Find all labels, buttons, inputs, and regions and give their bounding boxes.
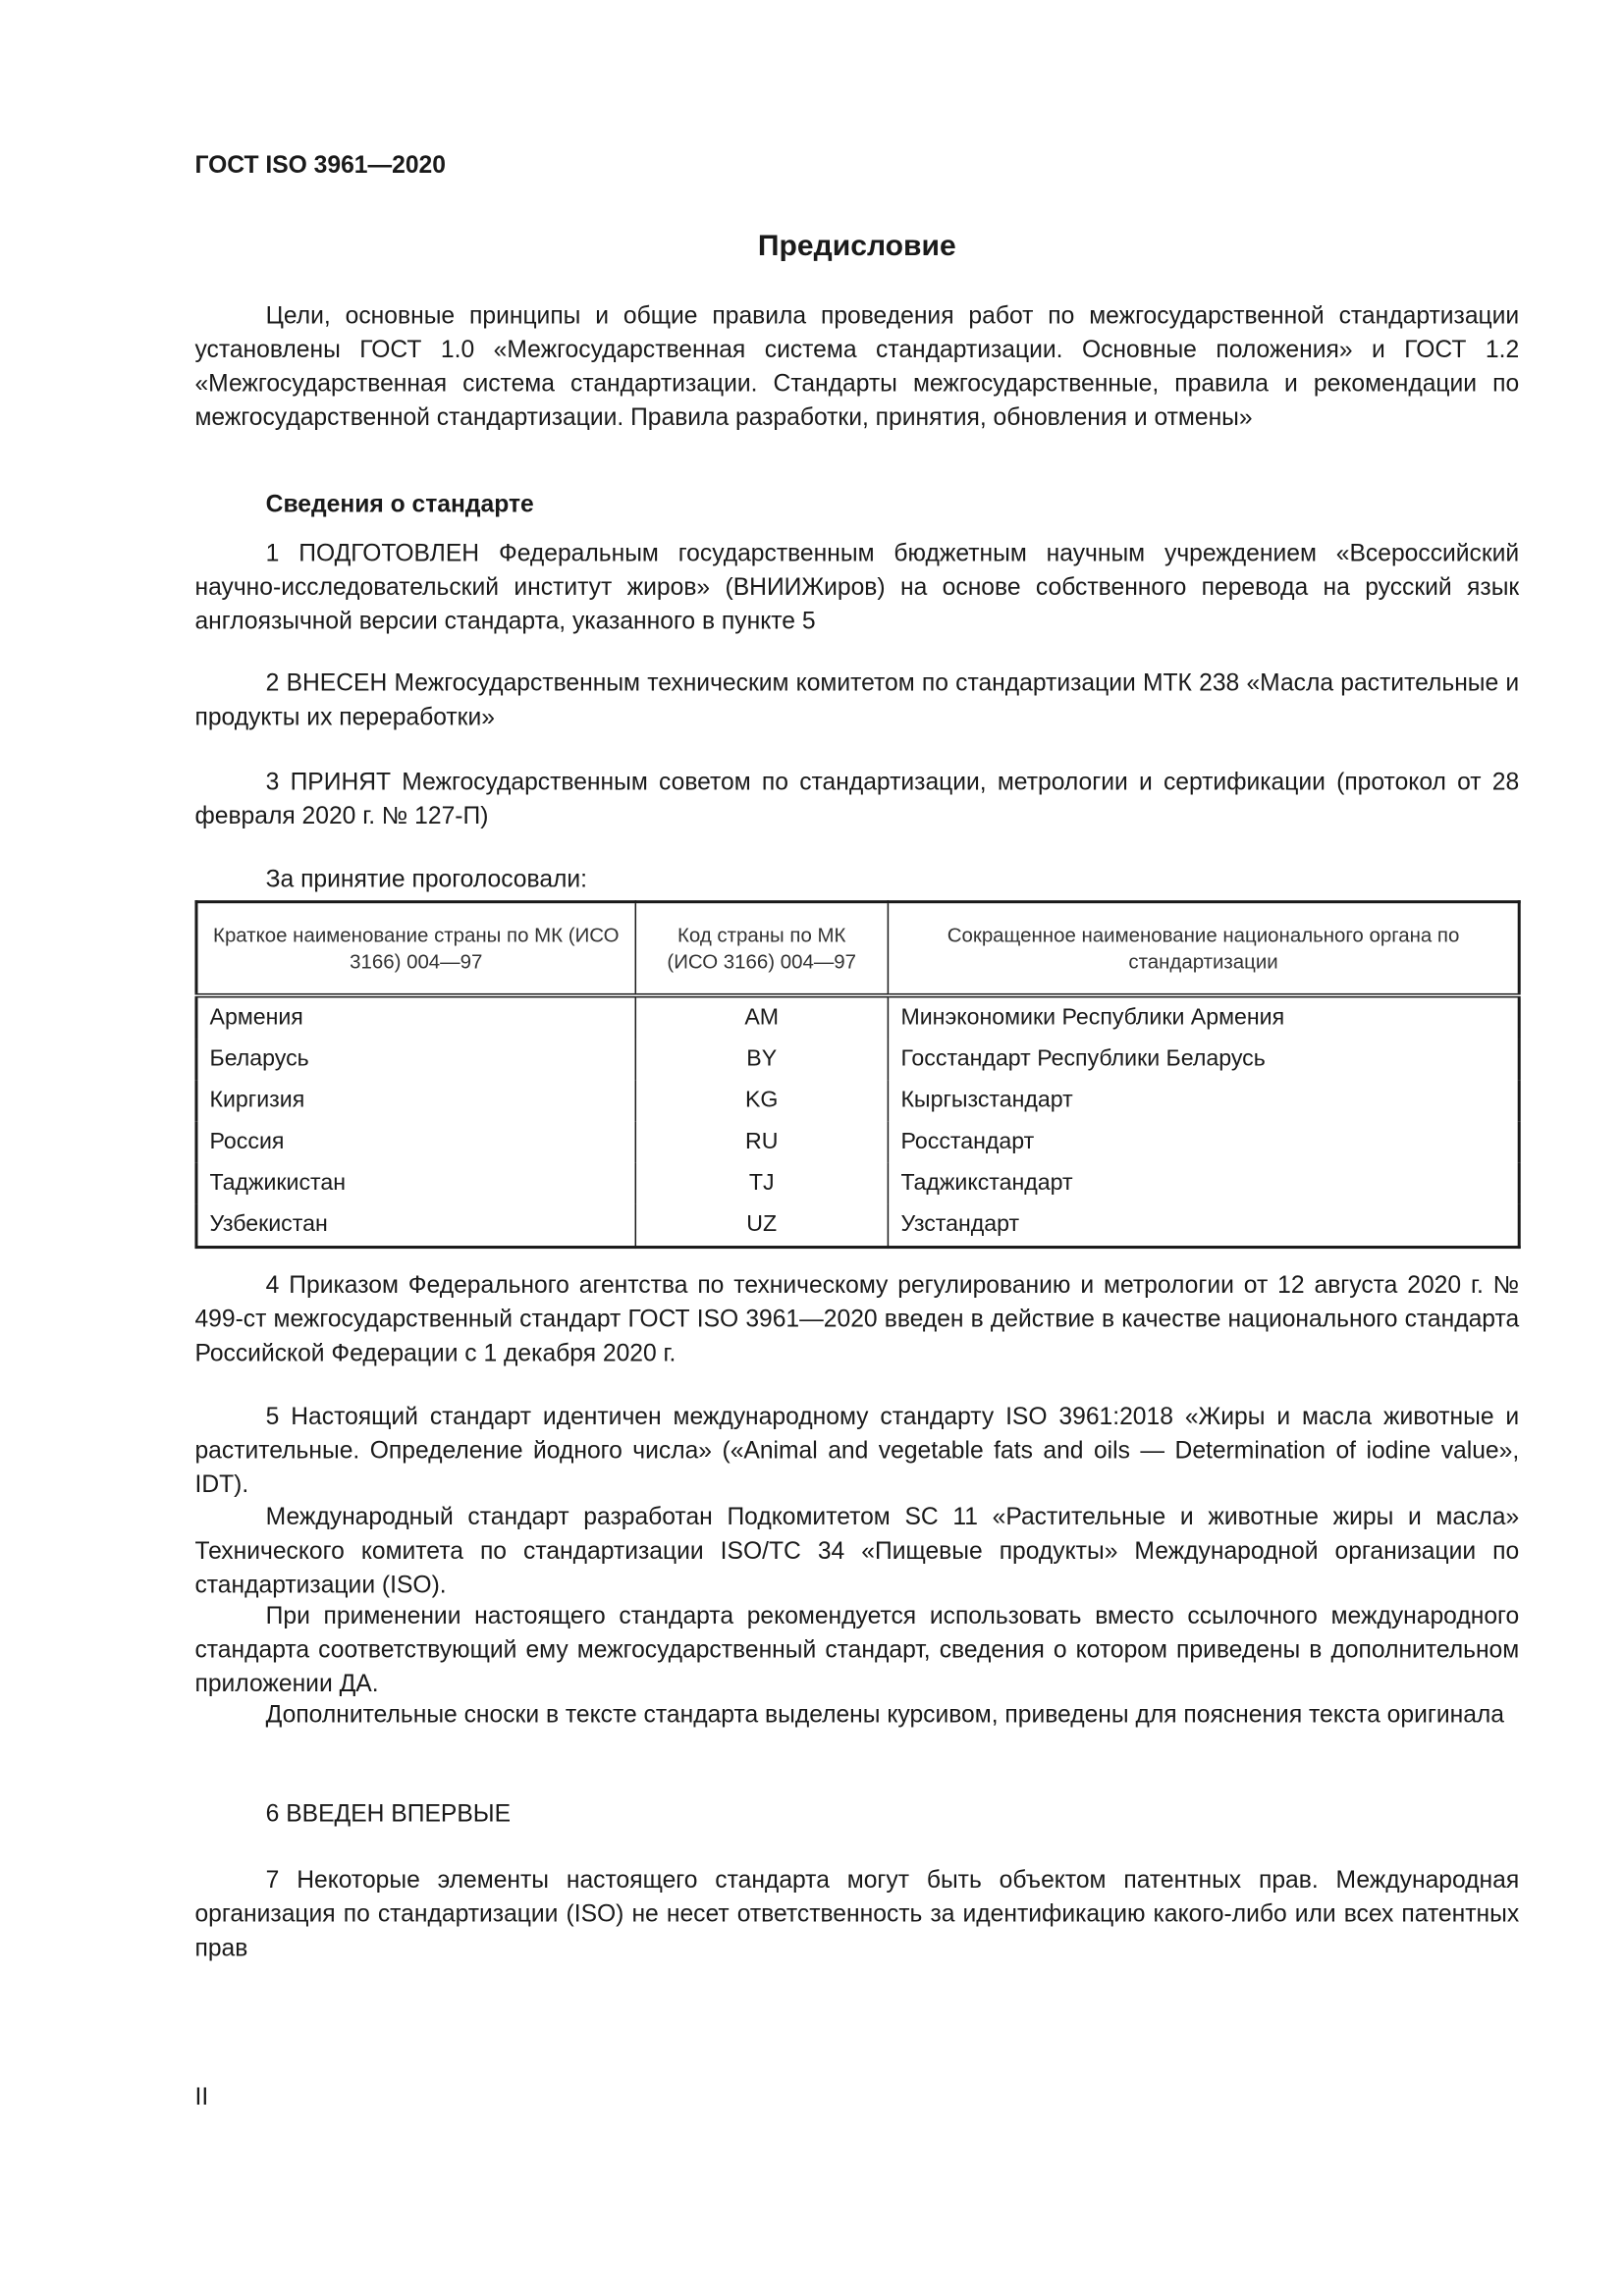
item-5-paragraph: 5 Настоящий стандарт идентичен международному стандарту ISO 3961:2018 «Жиры и масла животные и растительные. Определение йодного числа» («Animal and vegetable fats and oils — Determination of iodine value», IDT). — [194, 1403, 1520, 1499]
table-row — [196, 995, 1519, 1039]
code-cell: UZ — [635, 1204, 889, 1248]
body-cell: Госстандарт Республики Беларусь — [889, 1040, 1520, 1081]
table-row — [196, 1040, 1519, 1081]
item-2-paragraph: 2 ВНЕСЕН Межгосударственным техническим комитетом по стандартизации МТК 238 «Масла растительные и продукты их переработки» — [194, 669, 1520, 731]
page-number: II — [194, 2084, 209, 2111]
body-cell: Узстандарт — [889, 1204, 1520, 1248]
item-7-paragraph: 7 Некоторые элементы настоящего стандарта могут быть объектом патентных прав. Международная организация по стандартизации (ISO) не несет ответственность за идентификацию какого-либо или всех патентных прав — [194, 1867, 1520, 1962]
section-subheading: Сведения о стандарте — [265, 491, 534, 518]
country-cell: Узбекистан — [209, 1211, 328, 1238]
table-row — [196, 1163, 1519, 1204]
country-cell: Армения — [209, 1004, 303, 1031]
code-cell: BY — [635, 1040, 889, 1081]
vote-table — [194, 900, 1520, 1249]
table-row — [196, 1122, 1519, 1163]
column-header-body: Сокращенное наименование национального органа по стандартизации — [889, 902, 1520, 995]
item-6-paragraph: 6 ВВЕДЕН ВПЕРВЫЕ — [265, 1800, 512, 1828]
document-code: ГОСТ ISO 3961—2020 — [194, 151, 446, 179]
code-cell: AM — [635, 995, 889, 1039]
item-1-paragraph: 1 ПОДГОТОВЛЕН Федеральным государственным бюджетным научным учреждением «Всероссийский научно-исследовательский институт жиров» (ВНИИЖиров) на основе собственного перевода на русский язык англоязычной версии стандарта, указанного в пункте 5 — [194, 540, 1520, 635]
item-5-committee-paragraph: Международный стандарт разработан Подкомитетом SC 11 «Растительные и животные жиры и масла» Технического комитета по стандартизации ISO/TC 34 «Пищевые продукты» Международной организации по стандартизации (ISO). — [194, 1504, 1520, 1599]
code-cell: KG — [635, 1081, 889, 1122]
country-cell: Беларусь — [209, 1046, 309, 1072]
country-cell: Россия — [209, 1129, 285, 1154]
country-cell: Киргизия — [209, 1088, 305, 1113]
column-header-code: Код страны по МК (ИСО 3166) 004—97 — [635, 902, 889, 995]
vote-label: За принятие проголосовали: — [265, 866, 588, 893]
table-header-row — [196, 902, 1519, 995]
column-header-country: Краткое наименование страны по МК (ИСО 3166) 004—97 — [196, 902, 635, 995]
body-cell: Таджикстандарт — [889, 1163, 1520, 1204]
table-row — [196, 1081, 1519, 1122]
body-cell: Росстандарт — [889, 1122, 1520, 1163]
item-3-paragraph: 3 ПРИНЯТ Межгосударственным советом по стандартизации, метрологии и сертификации (протокол от 28 февраля 2020 г. № 127-П) — [194, 769, 1520, 830]
intro-paragraph: Цели, основные принципы и общие правила проведения работ по межгосударственной стандартизации установлены ГОСТ 1.0 «Межгосударственная система стандартизации. Основные положения» и ГОСТ 1.2 «Межгосударственная система стандартизации. Стандарты межгосударственные, правила и рекомендации по межгосударственной стандартизации. Правила разработки, принятия, обновления и отмены» — [194, 302, 1520, 432]
item-5-footnotes-paragraph: Дополнительные сноски в тексте стандарта выделены курсивом, приведены для пояснения текста оригинала — [265, 1701, 1505, 1729]
table-row — [196, 1204, 1519, 1248]
item-4-paragraph: 4 Приказом Федерального агентства по техническому регулированию и метрологии от 12 августа 2020 г. № 499-ст межгосударственный стандарт ГОСТ ISO 3961—2020 введен в действие в качестве национального стандарта Российской Федерации с 1 декабря 2020 г. — [194, 1272, 1520, 1367]
code-cell: TJ — [635, 1163, 889, 1204]
country-cell: Таджикистан — [209, 1170, 347, 1196]
body-cell: Кыргызстандарт — [889, 1081, 1520, 1122]
page-title: Предисловие — [757, 230, 956, 263]
item-5-usage-paragraph: При применении настоящего стандарта рекомендуется использовать вместо ссылочного международного стандарта соответствующий ему межгосударственный стандарт, сведения о котором приведены в дополнительном приложении ДА. — [194, 1602, 1520, 1698]
code-cell: RU — [635, 1122, 889, 1163]
body-cell: Минэкономики Республики Армения — [889, 995, 1520, 1039]
